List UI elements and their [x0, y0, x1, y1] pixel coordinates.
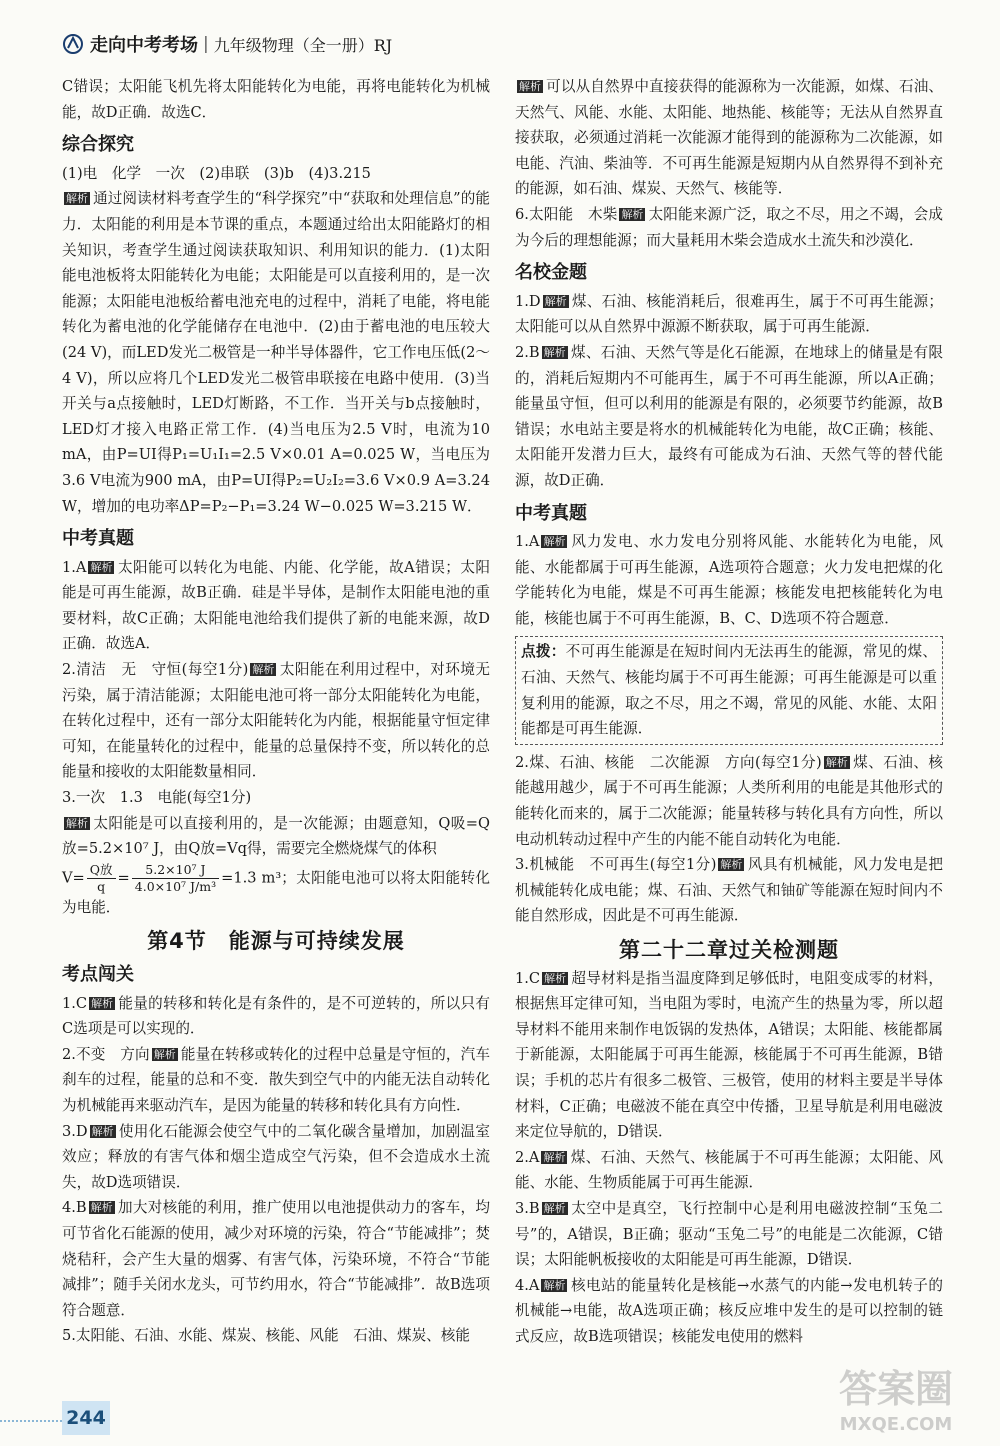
- analysis-tag: 解析: [153, 1047, 176, 1061]
- answer-item: 3.一次 1.3 电能(每空1分): [62, 789, 252, 807]
- analysis-tag: 解析: [66, 816, 88, 830]
- analysis-tag: 解析: [91, 996, 114, 1010]
- answer-item: 2.不变 方向 解析 能量在转移或转化的过程中总量是守恒的，汽车刹车的过程，能量的总和不变．散失到空气中的内能无法自动转化为机械能再来驱动汽车，是因为能量的转移和转化具有方向性．: [62, 1045, 490, 1114]
- section-heading: 名校金题: [515, 262, 587, 284]
- explanation: 解析 通过阅读材料考查学生的“科学探究”中“获取和处理信息”的能力．太阳能的利用是本节课的重点，本题通过给出太阳能路灯的相关知识，考查学生通过阅读获取知识、利用知识的能力．(1)太阳能电池板将太阳能转化为电能；太阳能是可以直接利用的，是一次能源；太阳能电池板给蓄电池充电的过程中，消耗了电能，将电能转化为蓄电池的化学能储存在电池中．(2)由于蓄电池的电压较大(24 V)，而LED发光二极管是一种半导体器件，它工作电压低(2～4 V)，所以应将几个LED发光二极管串联接在电路中使用．(3)当开关与a点接触时，LED灯断路，不工作．当开关与b点接触时，LED灯才接入电路正常工作．(4)当电压为2.5 V时，电流为10 mA，由P=UI得P₁=U₁I₁=2.5 V×0.01 A=0.025 W，当电压为3.6 V电流为900 mA，由P=UI得P₂=U₂I₂=3.6 V×0.9 A=3.24 W，增加的电功率ΔP=P₂−P₁=3.24 W−0.025 W=3.215 W．: [62, 190, 490, 515]
- analysis-tag: 解析: [66, 192, 88, 206]
- answer-item: 1.D 解析 煤、石油、核能消耗后，很难再生，属于不可再生能源；太阳能可以从自然界中源源不断获取，属于可再生能源．: [515, 292, 943, 336]
- answer-item: 1.A 解析 太阳能可以转化为电能、内能、化学能，故A错误；太阳能是可再生能源，故B正确．硅是半导体，是制作太阳能电池的重要材料，故C正确；太阳能电池给我们提供了新的电能来源，故D正确．故选A．: [62, 558, 490, 653]
- analysis-tag: 解析: [543, 1150, 566, 1164]
- chapter-title: 第4节 能源与可持续发展: [147, 929, 405, 954]
- analysis-tag: 解析: [543, 1201, 566, 1215]
- runner-logo-icon: [62, 33, 84, 55]
- watermark-logo: [812, 1360, 980, 1438]
- chapter-title: 第二十二章过关检测题: [619, 938, 839, 962]
- analysis-tag: 解析: [720, 858, 743, 872]
- analysis-tag: 解析: [544, 971, 567, 985]
- answer-item: 2.煤、石油、核能 二次能源 方向(每空1分) 解析 煤、石油、核能越用越少，属于不可再生能源；人类所利用的电能是其他形式的能转化而来的，属于二次能源；能量转移与转化具有方向性，所以电动机转动过程中产生的内能不能自动转化为电能．: [515, 753, 943, 848]
- analysis-tag: 解析: [543, 345, 566, 359]
- analysis-tag: 解析: [91, 1124, 114, 1138]
- tip-label: 点拨：: [521, 643, 566, 661]
- answer-item: 1.C 解析 能量的转移和转化是有条件的，是不可逆转的，所以只有C选项是可以实现的．: [62, 994, 490, 1038]
- answer-item: 3.机械能 不可再生(每空1分) 解析 风具有机械能，风力发电是把机械能转化成电能；煤、石油、天然气和铀矿等能源在短时间内不能自然形成，因此是不可再生能源．: [515, 856, 943, 925]
- analysis-tag: 解析: [90, 1201, 113, 1215]
- section-heading: 考点闯关: [62, 964, 134, 985]
- analysis-tag: 解析: [543, 1278, 566, 1292]
- answer-item: 2.A 解析 煤、石油、天然气、核能属于不可再生能源；太阳能、风能、水能、生物质能属于可再生能源．: [515, 1148, 943, 1192]
- right-column: [515, 74, 943, 1350]
- left-column: [62, 74, 490, 1349]
- answer-item: 2.清洁 无 守恒(每空1分) 解析 太阳能在利用过程中，对环境无污染，属于清洁能源；太阳能电池可将一部分太阳能转化为电能，在转化过程中，还有一部分太阳能转化为内能，根据能量守恒定律可知，在能量转化的过程中，能量的总量保持不变，所以转化的总能量和接收的太阳能数量相同．: [62, 661, 490, 781]
- formula-line: V= Q放 q = $\frac{\text{5.2×10⁷ J}}{\text{4.0×10⁷ J/m³}}$ =1.3 m³；太阳能电池可以将太阳能转化为电能．: [62, 861, 490, 916]
- fraction: Q放 q: [87, 862, 116, 895]
- section-heading: 中考真题: [62, 528, 134, 550]
- svg-text:答案圈: 答案圈: [838, 1367, 954, 1411]
- analysis-tag: 解析: [90, 560, 113, 574]
- answer-line: (1)电 化学 一次 (2)串联 (3)b (4)3.215: [62, 164, 371, 182]
- answer-item: 1.A 解析 风力发电、水力发电分别将风能、水能转化为电能，风能、水能都属于可再生能源，A选项符合题意；火力发电把煤的化学能转化为电能，煤是不可再生能源；核能发电把核能转化为电能，核能也属于不可再生能源，B、C、D选项不符合题意．: [515, 533, 943, 627]
- analysis-tag: 解析: [543, 535, 566, 549]
- answer-item: 6.太阳能 木柴 解析 太阳能来源广泛，取之不尽，用之不竭，会成为今后的理想能源；而大量耗用木柴会造成水土流失和沙漠化．: [515, 205, 943, 249]
- answer-item: 3.B 解析 太空中是真空，飞行控制中心是利用电磁波控制“玉兔二号”的，A错误，B正确；驱动“玉兔二号”的电能是二次能源，C错误；太阳能帆板接收的太阳能是可再生能源，D错误．: [515, 1199, 943, 1269]
- page-header: [62, 30, 392, 58]
- footer-divider: [0, 1420, 62, 1422]
- explanation: 解析 太阳能是可以直接利用的，是一次能源；由题意知，Q吸=Q放=5.2×10⁷ J，由Q放=Vq得，需要完全燃烧煤气的体积: [62, 814, 490, 858]
- analysis-tag: 解析: [544, 294, 567, 308]
- analysis-tag: 解析: [519, 80, 541, 93]
- answer-item: 4.A 解析 核电站的能量转化是核能→水蒸气的内能→发电机转子的机械能→电能，故A选项正确；核反应堆中发生的是可以控制的链式反应，故B选项错误；核能发电使用的燃料: [515, 1276, 943, 1345]
- analysis-tag: 解析: [252, 663, 275, 677]
- answer-item: 5.太阳能、石油、水能、煤炭、核能、风能 石油、煤炭、核能: [62, 1327, 470, 1345]
- header-separator: |: [203, 34, 209, 54]
- answer-item: 3.D 解析 使用化石能源会使空气中的二氧化碳含量增加，加剧温室效应；释放的有害气体和烟尘造成空气污染，但不会造成水土流失，故D选项错误．: [62, 1122, 490, 1191]
- section-heading: 中考真题: [515, 502, 587, 524]
- answer-item: 2.B 解析 煤、石油、天然气等是化石能源，在地球上的储量是有限的，消耗后短期内不可能再生，属于不可再生能源，所以A正确；能量虽守恒，但可以利用的能源是有限的，必须要节约能源，故B错误；水电站主要是将水的机械能转化为电能，故C正确；核能、太阳能开发潜力巨大，最终有可能成为石油、天然气等的替代能源，故D正确．: [515, 343, 943, 489]
- answer-item: 1.C 解析 超导材料是指当温度降到足够低时，电阻变成零的材料，根据焦耳定律可知，当电阻为零时，电流产生的热量为零，所以超导材料不能用来制作电饭锅的发热体，A错误；太阳能、核能都属于新能源，太阳能属于可再生能源，核能属于不可再生能源，B错误；手机的芯片有很多二极管、三极管，使用的材料主要是半导体材料，C正确；电磁波不能在真空中传播，卫星导航是利用电磁波来定位导航的，D错误．: [515, 969, 943, 1141]
- analysis-tag: 解析: [621, 207, 644, 221]
- tip-box: [515, 636, 943, 744]
- section-heading: 综合探究: [62, 134, 134, 156]
- analysis-tag: 解析: [825, 755, 848, 769]
- fraction: $\frac{\text{5.2×10⁷ J}}{\text{4.0×10⁷ J/m³}}$: [132, 862, 219, 895]
- brand-title: 走向中考考场: [90, 35, 198, 56]
- paragraph: C错误；太阳能飞机先将太阳能转化为电能，再将电能转化为机械能，故D正确．故选C．: [62, 78, 490, 121]
- book-title: 九年级物理（全一册）RJ: [213, 35, 393, 55]
- svg-text:MXQE.COM: MXQE.COM: [839, 1414, 953, 1435]
- tip-text: 不可再生能源是在短时间内无法再生的能源，常见的煤、石油、天然气、核能均属于不可再生能源；可再生能源是可以重复利用的能源，取之不尽，用之不竭，常见的风能、水能、太阳能都是可再生能源．: [521, 643, 937, 738]
- answer-item: 4.B 解析 加大对核能的利用，推广使用以电池提供动力的客车，均可节省化石能源的使用，减少对环境的污染，符合“节能减排”；焚烧秸秆，会产生大量的烟雾、有害气体，污染环境，不符合“节能减排”；随手关闭水龙头，可节约用水，符合“节能减排”．故B选项符合题意．: [62, 1199, 490, 1319]
- explanation: 解析 可以从自然界中直接获得的能源称为一次能源，如煤、石油、天然气、风能、水能、太阳能、地热能、核能等；无法从自然界直接获取，必须通过消耗一次能源才能得到的能源称为二次能源，如电能、汽油、柴油等．不可再生能源是短期内从自然界得不到补充的能源，如石油、煤炭、天然气、核能等．: [515, 78, 943, 198]
- page-number: 244: [62, 1401, 110, 1435]
